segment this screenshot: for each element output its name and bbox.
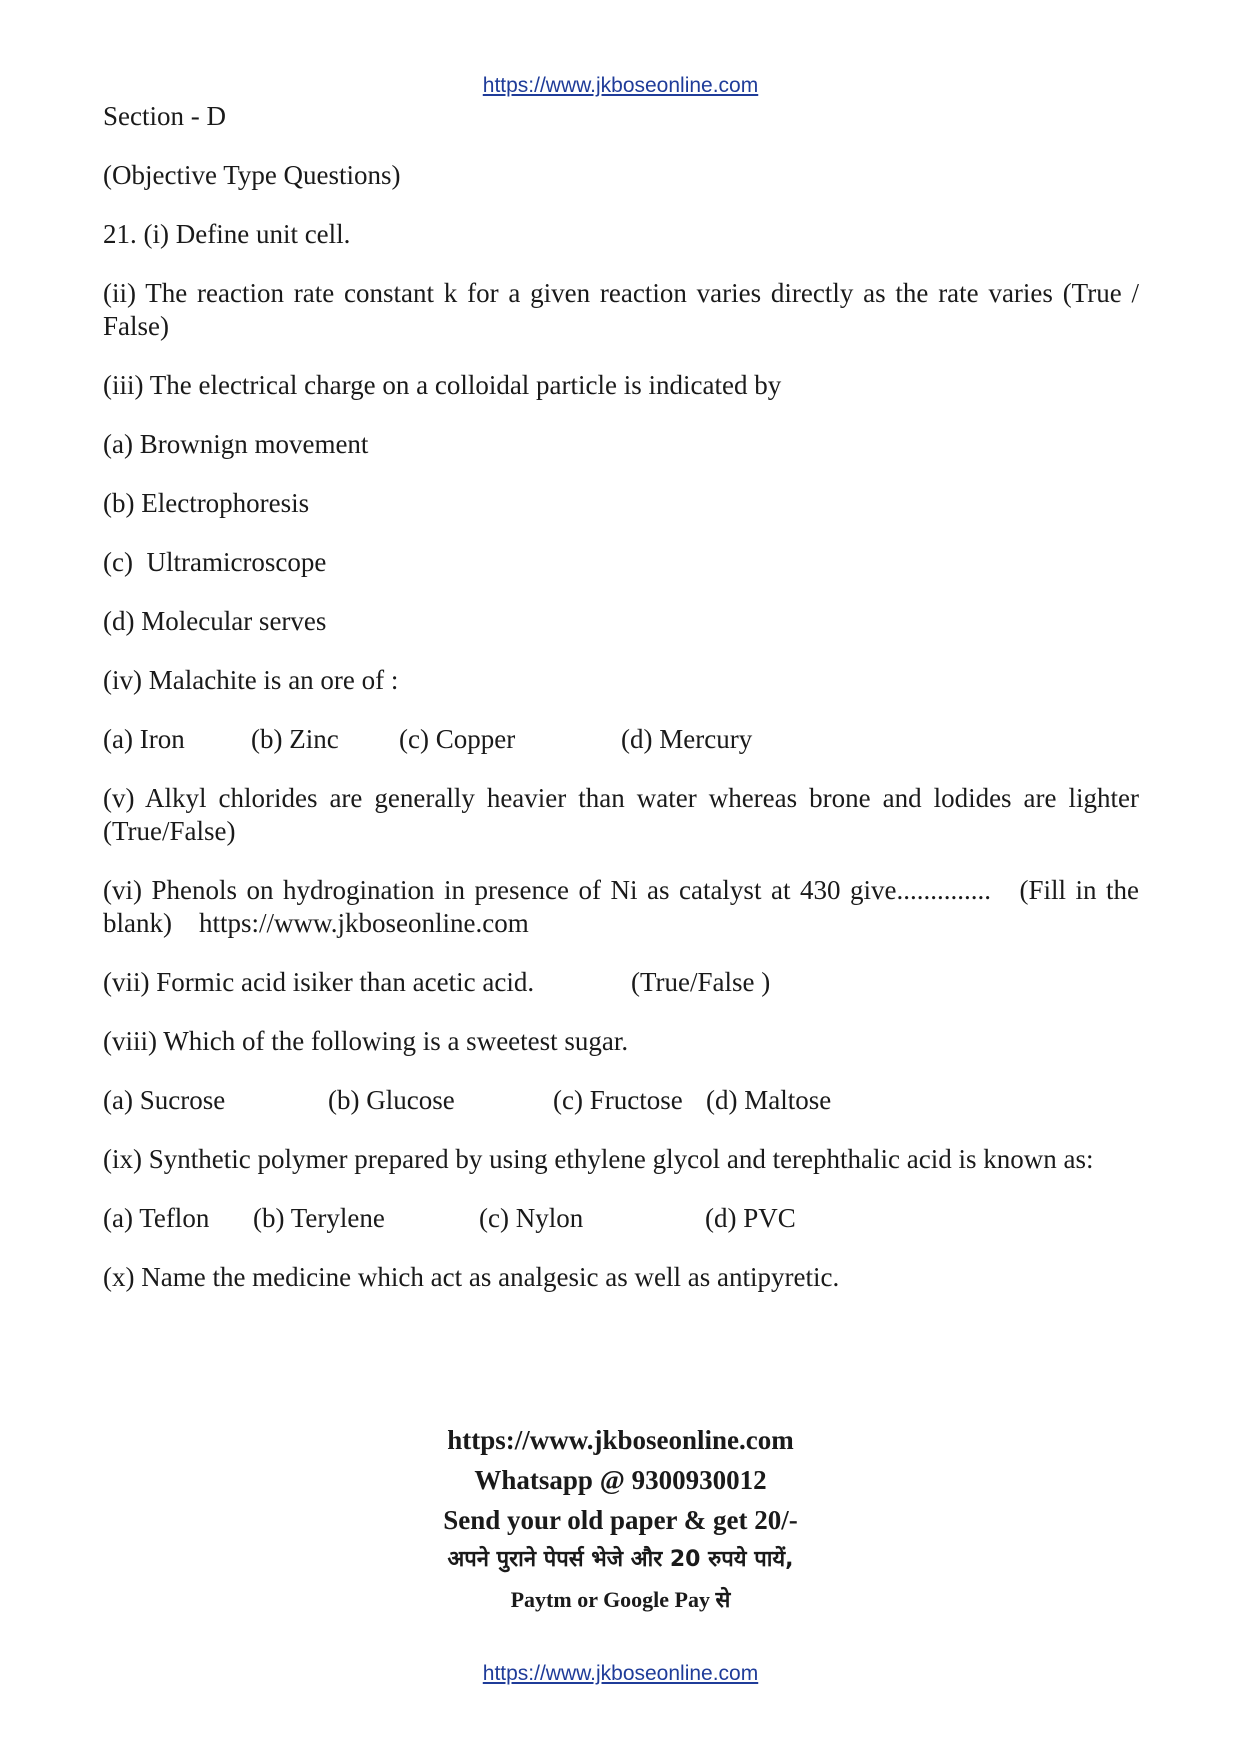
option-ix-c: (c) Nylon — [479, 1203, 584, 1233]
question-21-v: (v) Alkyl chlorides are generally heavier than water whereas brone and lodides are lighter (True/False) — [103, 783, 1160, 846]
option-iii-d: (d) Molecular serves — [103, 606, 327, 636]
option-iv-c: (c) Copper — [399, 724, 516, 754]
option-ix-b: (b) Terylene — [253, 1203, 385, 1233]
question-21-viii: (viii) Which of the following is a sweetest sugar. — [103, 1026, 629, 1056]
option-ix-d: (d) PVC — [705, 1203, 796, 1233]
question-21-ii: (ii) The reaction rate constant k for a given reaction varies directly as the rate varies (True / False) — [103, 278, 1139, 341]
question-21-vii-row — [103, 966, 1139, 999]
question-21-iv: (iv) Malachite is an ore of : — [103, 665, 399, 695]
options-iv — [103, 723, 1139, 756]
option-iv-a: (a) Iron — [103, 724, 185, 754]
promo-website[interactable]: https://www.jkboseonline.com — [447, 1425, 794, 1455]
question-21-x: (x) Name the medicine which act as analgesic as well as antipyretic. — [103, 1262, 840, 1292]
promo-offer: Send your old paper & get 20/- — [443, 1505, 798, 1535]
question-21-vi: (vi) Phenols on hydrogination in presence of Ni as catalyst at 430 give.............. (Fill in the blank) https://www.jkboseonline.com — [103, 875, 1146, 938]
option-viii-b: (b) Glucose — [328, 1085, 455, 1115]
question-21-iii: (iii) The electrical charge on a colloidal particle is indicated by — [103, 370, 782, 400]
option-iii-c: (c) Ultramicroscope — [103, 547, 327, 577]
question-21-ix: (ix) Synthetic polymer prepared by using ethylene glycol and terephthalic acid is known as: — [103, 1144, 1094, 1174]
option-viii-d: (d) Maltose — [706, 1085, 832, 1115]
question-content — [103, 100, 1160, 1320]
header-link[interactable]: https://www.jkboseonline.com — [482, 74, 759, 97]
option-viii-c: (c) Fructose — [553, 1085, 683, 1115]
question-21-i: 21. (i) Define unit cell. — [103, 219, 351, 249]
option-iii-b: (b) Electrophoresis — [103, 488, 310, 518]
question-21-vii-true-false: (True/False ) — [631, 967, 771, 997]
option-viii-a: (a) Sucrose — [103, 1085, 226, 1115]
promo-whatsapp: Whatsapp @ 9300930012 — [474, 1465, 767, 1495]
option-iii-a: (a) Brownign movement — [103, 429, 369, 459]
promo-block — [0, 1420, 1241, 1620]
question-21-vii: (vii) Formic acid isiker than acetic acid. — [103, 967, 535, 997]
options-viii — [103, 1084, 1139, 1117]
option-ix-a: (a) Teflon — [103, 1203, 210, 1233]
promo-hindi-offer: अपने पुराने पेपर्स भेजे और 20 रुपये पायें, — [447, 1547, 794, 1572]
section-subtitle: (Objective Type Questions) — [103, 160, 401, 190]
promo-payment: Paytm or Google Pay से — [510, 1587, 731, 1612]
footer-link[interactable]: https://www.jkboseonline.com — [482, 1662, 759, 1685]
option-iv-d: (d) Mercury — [621, 724, 753, 754]
option-iv-b: (b) Zinc — [251, 724, 339, 754]
section-title: Section - D — [103, 101, 226, 131]
options-ix — [103, 1202, 1139, 1235]
